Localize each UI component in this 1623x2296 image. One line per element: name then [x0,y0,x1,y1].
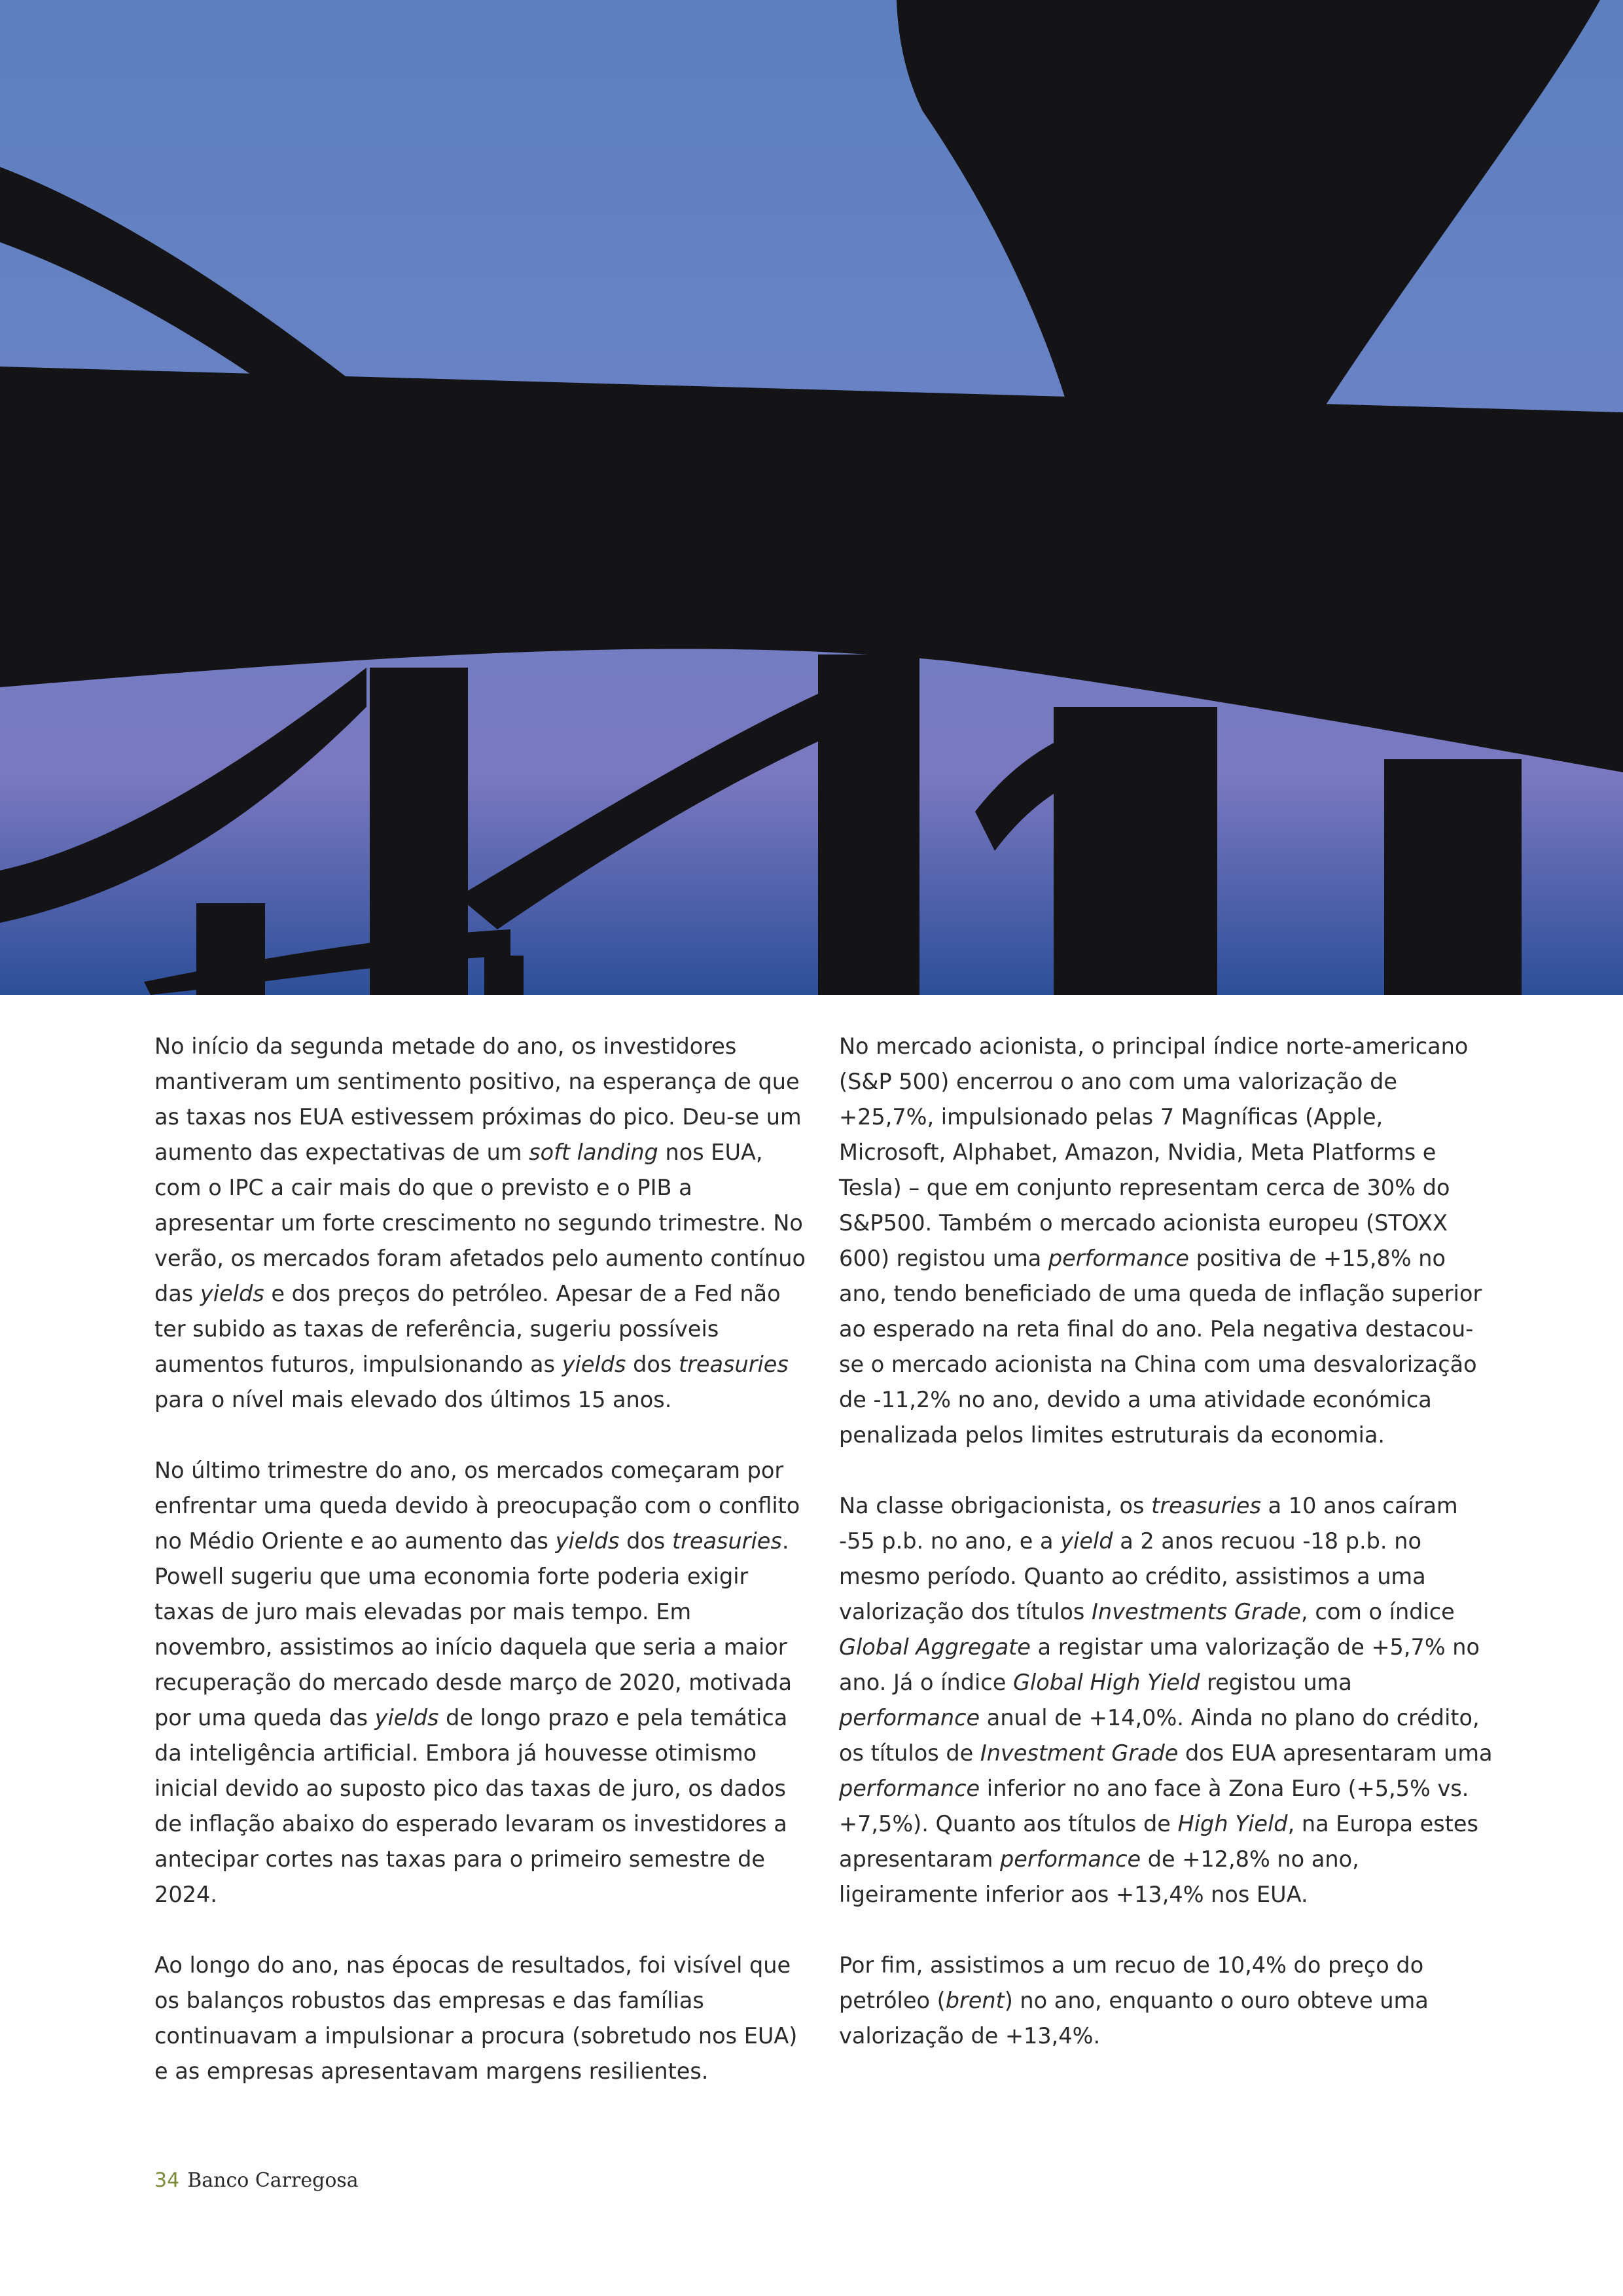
paragraph: No último trimestre do ano, os mercados começaram por enfrentar uma queda devido à preocupação com o conflito no Médio Oriente e ao aumento das yields dos treasuries. Powell sugeriu que uma economia forte poderia exigir taxas de juro mais elevadas por mais tempo. Em novembro, assistimos ao início daquela que seria a maior recuperação do mercado desde março de 2020, motivada por uma queda das yields de longo prazo e pela temática da inteligência artificial. Embora já houvesse otimismo inicial devido ao suposto pico das taxas de juro, os dados de inflação abaixo do esperado levaram os investidores a antecipar cortes nas taxas para o primeiro semestre de 2024. [154,1458,800,1907]
paragraph: Por fim, assistimos a um recuo de 10,4% do preço do petróleo (brent) no ano, enquanto o ouro obteve uma valorização de +13,4%. [839,1952,1429,2049]
overpass-silhouette-image [0,0,1623,995]
paragraph: Na classe obrigacionista, os treasuries a 10 anos caíram -55 p.b. no ano, e a yield a 2 anos recuou -18 p.b. no mesmo período. Quanto ao crédito, assistimos a uma valorização dos títulos Investments Grade, com o índice Global Aggregate a registar uma valorização de +5,7% no ano. Já o índice Global High Yield registou uma performance anual de +14,0%. Ainda no plano do crédito, os títulos de Investment Grade dos EUA apresentaram uma performance inferior no ano face à Zona Euro (+5,5% vs. +7,5%). Quanto aos títulos de High Yield, na Europa estes apresentaram performance de +12,8% no ano, ligeiramente inferior aos +13,4% nos EUA. [839,1493,1493,1907]
page-number: 34 [154,2169,180,2192]
paragraph: Ao longo do ano, nas épocas de resultados, foi visível que os balanços robustos das empresas e das famílias continuavam a impulsionar a procura (sobretudo nos EUA) e as empresas apresentavam margens resilientes. [154,1952,798,2084]
text-column-right [839,1029,1493,2054]
paragraph: No mercado acionista, o principal índice norte-americano (S&P 500) encerrou o ano com uma valorização de +25,7%, impulsionado pelas 7 Magníficas (Apple, Microsoft, Alphabet, Amazon, Nvidia, Meta Platforms e Tesla) – que em conjunto representam cerca de 30% do S&P500. Também o mercado acionista europeu (STOXX 600) registou uma performance positiva de +15,8% no ano, tendo beneficiado de uma queda de inflação superior ao esperado na reta final do ano. Pela negativa destacou-se o mercado acionista na China com uma desvalorização de -11,2% no ano, devido a uma atividade económica penalizada pelos limites estruturais da economia. [839,1033,1482,1448]
paragraph: No início da segunda metade do ano, os investidores mantiveram um sentimento positivo, na esperança de que as taxas nos EUA estivessem próximas do pico. Deu-se um aumento das expectativas de um soft landing nos EUA, com o IPC a cair mais do que o previsto e o PIB a apresentar um forte crescimento no segundo trimestre. No verão, os mercados foram afetados pelo aumento contínuo das yields e dos preços do petróleo. Apesar de a Fed não ter subido as taxas de referência, sugeriu possíveis aumentos futuros, impulsionando as yields dos treasuries para o nível mais elevado dos últimos 15 anos. [154,1033,806,1412]
text-column-left [154,1029,809,2089]
hero-photo [0,0,1623,995]
publisher-name: Banco Carregosa [187,2169,359,2192]
page-footer [154,2168,359,2194]
